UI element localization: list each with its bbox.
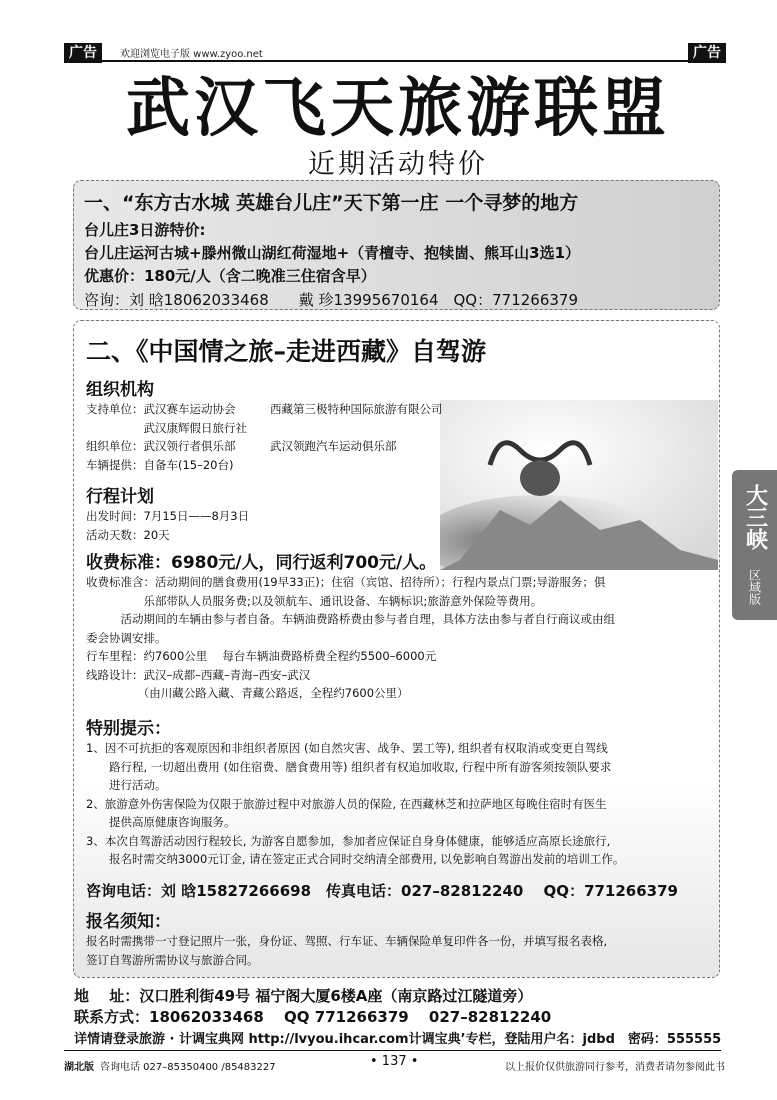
offer1-line2: 台儿庄运河古城+滕州微山湖红荷湿地+（青檀寺、抱犊崮、熊耳山3选1） xyxy=(84,244,581,262)
plan-heading: 行程计划 xyxy=(86,487,154,507)
web-line: 详情请登录旅游 · 计调宝典网 http://lvyou.ihcar.com计调宝典’专栏，登陆用户名：jdbd 密码：555555 xyxy=(74,1032,722,1047)
signup-row: 报名时需携带一寸登记照片一张，身份证、驾照、行车证、车辆保险单复印件各一份，并填写报名表格, xyxy=(86,934,608,948)
ad-tag-right: 广告 xyxy=(688,43,726,63)
phones-line: 联系方式：18062033468 QQ 771266379 027–82812240 xyxy=(74,1008,552,1026)
fee-row: 收费标准含：活动期间的膳食费用(19早33正)；住宿（宾馆、招待所）；行程内景点门票;导游服务；俱 xyxy=(86,575,606,589)
region-side-tab xyxy=(732,470,777,620)
fee-row: 行车里程：约7600公里 每台车辆油费路桥费全程约5500–6000元 xyxy=(86,649,437,663)
offer1-line1: 台儿庄3日游特价: xyxy=(84,221,206,239)
fee-row: 线路设计：武汉–成都–西藏–青海–西安–武汉 xyxy=(86,667,311,682)
org-list xyxy=(86,400,443,474)
tip-row: 路行程, 一切超出费用 (如住宿费、膳食费用等) 组织者有权追加收取, 行程中所有游客须按领队要求 xyxy=(86,759,612,774)
ad-tag-left: 广告 xyxy=(64,43,102,63)
page-number: • 137 • xyxy=(370,1054,419,1069)
brand-title: 武汉飞天旅游联盟 xyxy=(126,72,670,146)
fee-row: （由川藏公路入藏、青藏公路返，全程约7600公里） xyxy=(86,686,409,700)
tip-row: 报名时需交纳3000元订金, 请在签定正式合同时交纳清全部费用, 以免影响自驾游出发前的培训工作。 xyxy=(86,852,625,866)
org-row: 组织单位：武汉领行者俱乐部 武汉领跑汽车运动俱乐部 xyxy=(86,439,397,453)
offer1-title: 一、“东方古水城 英雄台儿庄”天下第一庄 一个寻梦的地方 xyxy=(84,192,579,214)
yak-skull-icon xyxy=(440,400,718,570)
tip-row: 2、旅游意外伤害保险为仅限于旅游过程中对旅游人员的保险, 在西藏林芝和拉萨地区每晚住宿时有医生 xyxy=(86,796,607,811)
site-url: 欢迎浏览电子版 www.zyoo.net xyxy=(120,49,263,60)
signup-heading: 报名须知： xyxy=(86,912,171,932)
signup-row: 签订自驾游所需协议与旅游合同。 xyxy=(86,952,259,967)
tips-heading: 特别提示： xyxy=(86,719,171,739)
fee-row: 活动期间的车辆由参与者自备。车辆油费路桥费由参与者自理，具体方法由参与者自行商议或由组 xyxy=(86,612,615,626)
plan-row: 活动天数：20天 xyxy=(86,527,170,542)
side-tab-subtitle: 区域版 xyxy=(747,569,762,605)
subtitle: 近期活动特价 xyxy=(308,149,488,180)
side-tab-title: 大三峡 xyxy=(742,484,768,550)
fee-heading: 收费标准：6980元/人，同行返利700元/人。 xyxy=(86,553,437,573)
offer1-contact: 咨询：刘 晗18062033468 戴 珍13995670164 QQ：771266379 xyxy=(84,291,578,309)
footer-edition: 湖北版 xyxy=(64,1062,94,1073)
plan-row: 出发时间：7月15日——8月3日 xyxy=(86,509,250,523)
consult-line: 咨询电话：刘 晗15827266698 传真电话：027–82812240 QQ：771266379 xyxy=(86,882,678,900)
address-line: 地 址：汉口胜利街49号 福宁阁大厦6楼A座（南京路过江隧道旁） xyxy=(74,987,533,1005)
org-heading: 组织机构 xyxy=(86,380,154,400)
tip-row: 3、本次自驾游活动因行程较长, 为游客自愿参加，参加者应保证自身身体健康，能够适应高原长途旅行, xyxy=(86,833,611,848)
org-row: 支持单位：武汉赛车运动协会 西藏第三极特种国际旅游有限公司 xyxy=(86,402,443,416)
org-row: 车辆提供：自备车(15–20台) xyxy=(86,457,234,472)
tip-row: 提供高原健康咨询服务。 xyxy=(86,815,236,829)
footer-note: 以上报价仅供旅游同行参考，消费者请勿参阅此书 xyxy=(505,1062,725,1073)
tip-row: 进行活动。 xyxy=(86,778,167,792)
signup-list xyxy=(86,932,714,969)
header-rule xyxy=(64,60,721,62)
footer-hotline: 咨询电话 027–85350400 /85483227 xyxy=(100,1062,276,1073)
offer1-price: 优惠价：180元/人（含二晚准三住宿含早） xyxy=(84,267,376,285)
footer-rule xyxy=(64,1050,721,1051)
fee-row: 乐部带队人员服务费;以及领航车、通讯设备、车辆标识;旅游意外保险等费用。 xyxy=(86,593,543,608)
org-row: 武汉康辉假日旅行社 xyxy=(86,420,247,435)
yak-skull-photo xyxy=(440,400,718,570)
offer2-title: 二、《中国情之旅–走进西藏》自驾游 xyxy=(86,337,487,366)
fee-list xyxy=(86,573,714,703)
fee-row: 委会协调安排。 xyxy=(86,630,167,645)
tip-row: 1、因不可抗拒的客观原因和非组织者原因 (如自然灾害、战争、罢工等), 组织者有权取消或变更自驾线 xyxy=(86,741,608,755)
tips-list xyxy=(86,739,714,869)
plan-list xyxy=(86,507,249,544)
